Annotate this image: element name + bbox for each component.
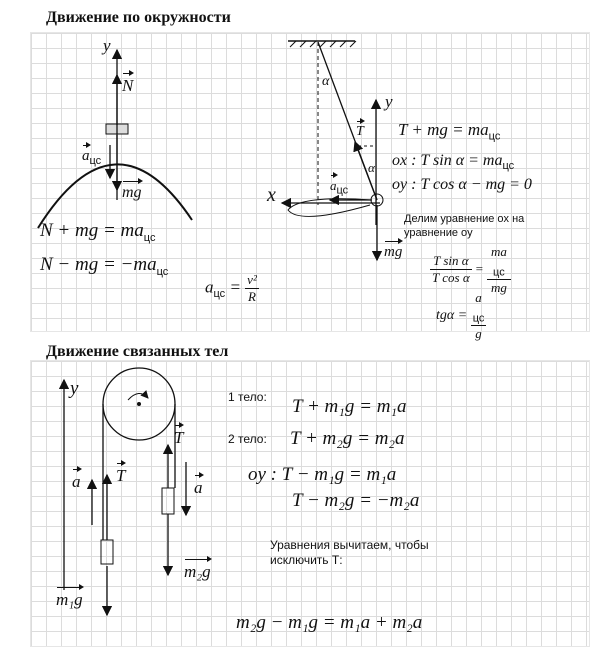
axis-y-label: y: [103, 36, 111, 55]
label-acs: a: [82, 148, 90, 164]
eq-vector-hill: N + mg = $ma_{цс}$: [40, 220, 156, 244]
axis-x-label: x: [267, 184, 276, 206]
body2-label: 2 тело:: [228, 432, 267, 446]
hill-diagram: [38, 50, 192, 228]
eq-fraction: $\frac{\text{T sin α}}{\text{T cos α}}$ = ma $_{цс}$ mg: [430, 244, 511, 296]
pulley-diagram: [64, 368, 186, 615]
note-subtract: Уравнения вычитаем, чтобы исключить Т:: [270, 538, 429, 567]
section-title-connected: Движение связанных тел: [46, 343, 229, 360]
axis-y2-label: y: [385, 92, 393, 111]
label-T: T: [356, 124, 364, 139]
eq-oy: oy : T cos α − mg = 0: [392, 176, 532, 193]
label-m1g: m₁g: [56, 590, 83, 609]
section-title-circular: Движение по окружности: [46, 9, 231, 26]
eq-scalar-hill: N − mg = $-ma_{цс}$: [40, 254, 169, 278]
note-divide: Делим уравнение ox на уравнение oy: [404, 213, 525, 239]
label-a-right: a: [194, 478, 203, 497]
eq-body1: T + m₁g = m₁a: [292, 396, 407, 417]
label-a-left: a: [72, 472, 81, 491]
label-mg: mg: [122, 184, 142, 201]
eq-vector-pendulum: T + mg = $ma_{цс}$: [398, 120, 501, 143]
eq-oy-1: oy : T − m₁g = m₁a: [248, 464, 397, 485]
label-N: N: [122, 76, 134, 95]
eq-ox: ox : T $\sin \alpha = ma_{цс}$: [392, 152, 515, 173]
body1-label: 1 тело:: [228, 390, 267, 404]
axis-y-pulley: y: [70, 378, 79, 399]
label-T-left: T: [116, 466, 126, 485]
label-m2g: m₂g: [184, 562, 211, 581]
alpha-top: α: [322, 74, 330, 89]
eq-oy-2: T − m₂g = −m₂a: [292, 490, 420, 511]
pendulum-diagram: [282, 41, 383, 260]
eq-tg: tgα = a $_{цс}$ g: [436, 290, 485, 341]
eq-centripetal: $a_{цс}$ = $\frac{\text{v²}}{R}$: [205, 272, 257, 304]
eq-body2: T + m₂g = m₂a: [290, 428, 405, 449]
label-T-right: T: [174, 428, 184, 447]
final-equation: m₂g − m₁g = m₁a + m₂a: [236, 612, 423, 633]
